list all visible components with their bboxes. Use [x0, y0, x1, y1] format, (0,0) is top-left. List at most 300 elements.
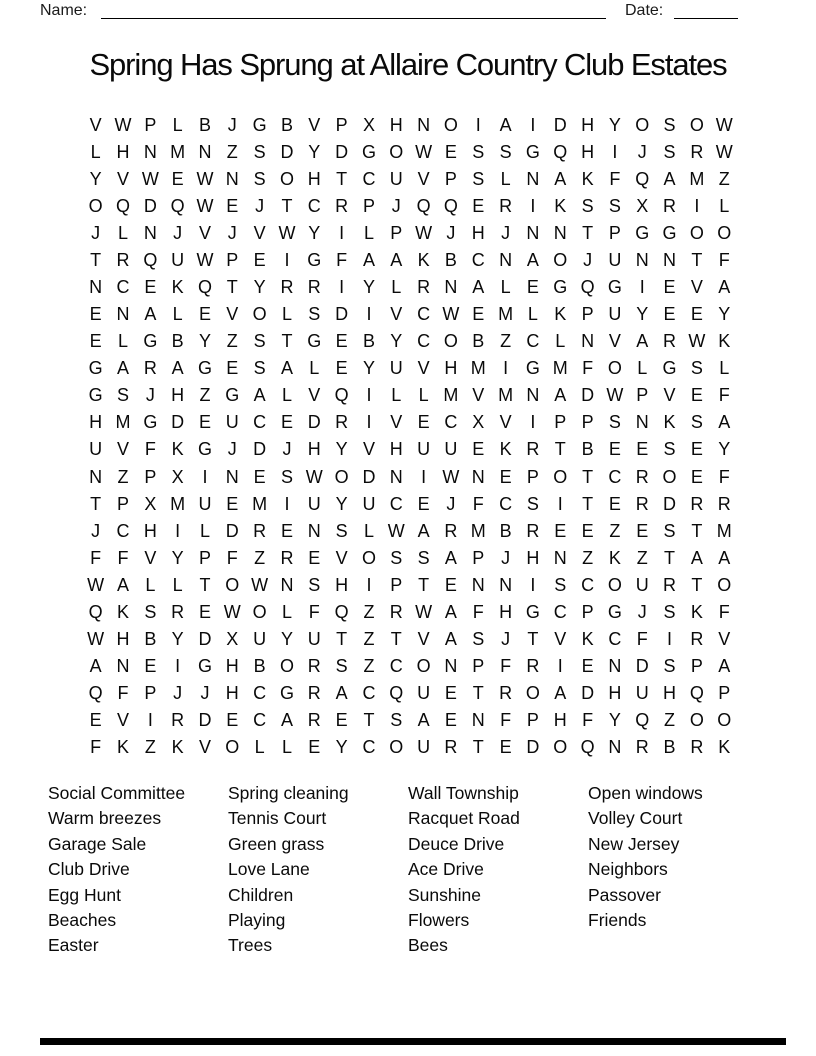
- grid-letter: G: [143, 412, 158, 433]
- grid-letter: J: [583, 249, 593, 270]
- grid-letter: K: [663, 412, 676, 433]
- word-search-grid: [82, 111, 738, 761]
- grid-letter: K: [554, 195, 567, 216]
- grid-letter: E: [499, 466, 512, 487]
- grid-letter: U: [444, 439, 458, 460]
- grid-letter: H: [116, 629, 130, 650]
- grid-letter: N: [444, 277, 458, 297]
- grid-letter: G: [279, 683, 294, 704]
- grid-letter: M: [443, 385, 459, 406]
- grid-letter: S: [116, 385, 129, 406]
- grid-letter: E: [308, 737, 321, 758]
- grid-letter: K: [718, 737, 731, 758]
- grid-letter: Y: [171, 629, 184, 650]
- grid-letter: R: [171, 710, 185, 731]
- grid-letter: E: [690, 466, 703, 487]
- grid-letter: N: [89, 277, 103, 297]
- grid-letter: T: [199, 574, 211, 595]
- grid-letter: J: [637, 141, 647, 162]
- grid-letter: U: [198, 493, 212, 514]
- grid-letter: V: [116, 710, 129, 731]
- grid-letter: Z: [500, 331, 512, 352]
- grid-letter: X: [472, 412, 485, 433]
- grid-letter: L: [637, 358, 648, 379]
- grid-letter: H: [581, 114, 595, 135]
- grid-letter: W: [196, 195, 214, 216]
- grid-letter: R: [663, 574, 677, 595]
- grid-letter: S: [335, 520, 348, 541]
- grid-letter: K: [690, 601, 703, 622]
- word-list-item: Sunshine: [408, 884, 481, 905]
- grid-letter: E: [472, 439, 485, 460]
- grid-letter: H: [444, 358, 458, 379]
- grid-letter: M: [170, 493, 186, 514]
- grid-letter: O: [361, 547, 376, 568]
- grid-letter: L: [117, 331, 128, 352]
- grid-letter: J: [200, 683, 210, 704]
- grid-letter: K: [171, 277, 184, 297]
- grid-letter: Z: [363, 656, 375, 677]
- grid-letter: Z: [664, 710, 676, 731]
- grid-letter: E: [280, 520, 293, 541]
- grid-letter: V: [417, 629, 430, 650]
- grid-letter: Q: [88, 601, 103, 622]
- grid-letter: S: [663, 141, 676, 162]
- grid-letter: O: [635, 114, 650, 135]
- grid-letter: T: [691, 520, 703, 541]
- grid-letter: D: [198, 710, 212, 731]
- grid-letter: A: [280, 710, 293, 731]
- grid-letter: D: [581, 683, 595, 704]
- grid-letter: Z: [363, 601, 375, 622]
- grid-letter: T: [281, 195, 293, 216]
- word-list-column-3: [408, 781, 520, 959]
- grid-letter: R: [335, 412, 349, 433]
- grid-letter: P: [581, 601, 594, 622]
- grid-letter: C: [581, 574, 595, 595]
- grid-letter: W: [715, 141, 733, 162]
- grid-letter: A: [444, 547, 457, 568]
- grid-letter: E: [690, 439, 703, 460]
- word-list-item: Volley Court: [588, 808, 683, 829]
- grid-letter: Y: [198, 331, 211, 352]
- grid-letter: F: [90, 547, 102, 568]
- grid-letter: P: [390, 222, 403, 243]
- grid-letter: K: [608, 547, 621, 568]
- grid-letter: Y: [280, 629, 293, 650]
- grid-letter: N: [499, 574, 513, 595]
- grid-letter: E: [198, 601, 211, 622]
- grid-letter: Y: [253, 277, 266, 297]
- word-list-item: Social Committee: [48, 783, 186, 803]
- grid-letter: H: [608, 683, 622, 704]
- grid-letter: V: [554, 629, 567, 650]
- grid-letter: J: [91, 520, 101, 541]
- grid-letter: B: [280, 114, 293, 135]
- grid-letter: D: [280, 141, 294, 162]
- grid-letter: O: [553, 249, 568, 270]
- grid-letter: P: [390, 574, 403, 595]
- grid-letter: F: [718, 249, 730, 270]
- grid-letter: C: [116, 277, 130, 297]
- grid-letter: Z: [582, 547, 594, 568]
- grid-letter: L: [719, 358, 730, 379]
- grid-letter: B: [198, 114, 211, 135]
- grid-letter: G: [197, 656, 212, 677]
- grid-letter: J: [173, 683, 183, 704]
- grid-letter: L: [90, 141, 101, 162]
- grid-letter: J: [91, 222, 101, 243]
- grid-letter: P: [636, 385, 649, 406]
- grid-letter: A: [690, 547, 703, 568]
- grid-letter: Y: [608, 710, 621, 731]
- grid-letter: K: [718, 331, 731, 352]
- grid-letter: S: [608, 412, 621, 433]
- grid-letter: O: [416, 656, 431, 677]
- grid-letter: I: [284, 249, 290, 270]
- grid-letter: B: [171, 331, 184, 352]
- grid-letter: O: [689, 710, 704, 731]
- grid-letter: Q: [334, 601, 349, 622]
- grid-letter: T: [691, 574, 703, 595]
- grid-letter: F: [90, 737, 102, 758]
- grid-letter: O: [662, 466, 677, 487]
- grid-letter: M: [470, 520, 486, 541]
- grid-letter: S: [690, 358, 703, 379]
- grid-letter: D: [362, 466, 376, 487]
- grid-letter: H: [171, 385, 185, 406]
- grid-letter: G: [662, 222, 677, 243]
- grid-letter: A: [116, 358, 129, 379]
- grid-letter: O: [88, 195, 103, 216]
- grid-letter: H: [89, 412, 103, 433]
- grid-letter: E: [198, 412, 211, 433]
- grid-letter: O: [225, 574, 240, 595]
- grid-letter: A: [554, 385, 567, 406]
- grid-letter: P: [472, 656, 485, 677]
- grid-letter: U: [362, 493, 376, 514]
- grid-letter: K: [116, 601, 129, 622]
- grid-letter: H: [143, 520, 157, 541]
- grid-letter: R: [690, 141, 704, 162]
- grid-letter: X: [144, 493, 157, 514]
- grid-letter: S: [472, 629, 485, 650]
- grid-letter: I: [202, 466, 208, 487]
- grid-letter: B: [663, 737, 676, 758]
- grid-letter: P: [718, 683, 731, 704]
- grid-letter: C: [389, 493, 403, 514]
- grid-letter: W: [196, 168, 214, 189]
- grid-letter: Y: [335, 493, 348, 514]
- grid-letter: L: [199, 520, 210, 541]
- grid-letter: R: [307, 656, 321, 677]
- grid-letter: E: [499, 737, 512, 758]
- grid-letter: I: [667, 629, 673, 650]
- grid-letter: N: [526, 385, 540, 406]
- grid-letter: S: [417, 547, 430, 568]
- grid-letter: V: [253, 222, 266, 243]
- grid-letter: T: [90, 493, 102, 514]
- grid-letter: E: [472, 195, 485, 216]
- grid-letter: W: [278, 222, 296, 243]
- word-list-item: Green grass: [228, 833, 325, 854]
- grid-letter: Y: [89, 168, 102, 189]
- word-list-item: New Jersey: [588, 833, 680, 854]
- grid-letter: I: [557, 493, 563, 514]
- grid-letter: T: [527, 629, 539, 650]
- grid-letter: V: [116, 439, 129, 460]
- grid-letter: J: [501, 222, 511, 243]
- grid-letter: M: [470, 358, 486, 379]
- grid-letter: R: [253, 520, 267, 541]
- grid-letter: J: [173, 222, 183, 243]
- grid-letter: I: [612, 141, 618, 162]
- grid-letter: K: [554, 304, 567, 325]
- grid-letter: E: [663, 304, 676, 325]
- grid-letter: Q: [635, 710, 650, 731]
- grid-letter: G: [607, 601, 622, 622]
- grid-letter: C: [362, 168, 376, 189]
- grid-letter: D: [663, 493, 677, 514]
- grid-letter: N: [608, 737, 622, 758]
- grid-letter: G: [553, 277, 568, 297]
- grid-letter: J: [391, 195, 401, 216]
- grid-letter: S: [663, 114, 676, 135]
- grid-letter: M: [252, 493, 268, 514]
- grid-letter: E: [636, 520, 649, 541]
- grid-letter: P: [581, 304, 594, 325]
- grid-letter: O: [279, 168, 294, 189]
- grid-letter: G: [197, 439, 212, 460]
- grid-letter: C: [116, 520, 130, 541]
- grid-letter: W: [415, 601, 433, 622]
- word-list-item: Trees: [228, 935, 273, 956]
- grid-letter: X: [362, 114, 375, 135]
- grid-letter: S: [253, 358, 266, 379]
- grid-letter: T: [472, 683, 484, 704]
- grid-letter: A: [663, 168, 676, 189]
- grid-letter: V: [116, 168, 129, 189]
- grid-letter: S: [663, 601, 676, 622]
- date-label: Date:: [625, 2, 664, 19]
- grid-letter: K: [499, 439, 512, 460]
- grid-letter: L: [281, 304, 292, 325]
- grid-letter: F: [718, 385, 730, 406]
- grid-letter: S: [253, 141, 266, 162]
- grid-letter: Z: [226, 141, 238, 162]
- grid-letter: P: [526, 466, 539, 487]
- grid-letter: A: [499, 114, 512, 135]
- grid-letter: S: [663, 439, 676, 460]
- grid-letter: R: [526, 439, 540, 460]
- grid-letter: P: [526, 710, 539, 731]
- grid-letter: G: [607, 277, 622, 297]
- grid-letter: N: [225, 466, 239, 487]
- grid-letter: H: [499, 601, 513, 622]
- grid-letter: B: [144, 629, 157, 650]
- grid-letter: J: [501, 547, 511, 568]
- grid-letter: C: [389, 656, 403, 677]
- grid-letter: D: [635, 656, 649, 677]
- grid-letter: I: [366, 574, 372, 595]
- grid-letter: V: [198, 737, 211, 758]
- grid-letter: W: [251, 574, 269, 595]
- grid-letter: K: [581, 629, 594, 650]
- grid-letter: M: [689, 168, 705, 189]
- grid-letter: R: [663, 195, 677, 216]
- grid-letter: E: [171, 168, 184, 189]
- grid-letter: F: [117, 683, 129, 704]
- grid-letter: O: [389, 737, 404, 758]
- word-list-item: Warm breezes: [48, 808, 162, 829]
- grid-letter: R: [171, 601, 185, 622]
- grid-letter: U: [389, 168, 403, 189]
- grid-letter: V: [198, 222, 211, 243]
- grid-letter: H: [307, 439, 321, 460]
- grid-letter: F: [718, 466, 730, 487]
- grid-letter: P: [444, 168, 457, 189]
- grid-letter: Z: [254, 547, 266, 568]
- grid-letter: X: [636, 195, 649, 216]
- grid-letter: X: [171, 466, 184, 487]
- grid-letter: A: [526, 249, 539, 270]
- grid-letter: V: [226, 304, 239, 325]
- grid-letter: R: [143, 358, 157, 379]
- grid-letter: I: [639, 277, 645, 297]
- grid-letter: U: [225, 412, 239, 433]
- grid-letter: U: [608, 304, 622, 325]
- grid-letter: P: [144, 466, 157, 487]
- grid-letter: Z: [199, 385, 211, 406]
- word-list-item: Easter: [48, 935, 99, 956]
- grid-letter: D: [225, 520, 239, 541]
- grid-letter: N: [116, 304, 130, 325]
- grid-letter: E: [226, 195, 239, 216]
- grid-letter: P: [690, 656, 703, 677]
- grid-letter: N: [581, 331, 595, 352]
- grid-letter: P: [335, 114, 348, 135]
- grid-letter: E: [335, 710, 348, 731]
- grid-letter: Q: [416, 195, 431, 216]
- grid-letter: L: [281, 601, 292, 622]
- grid-letter: W: [442, 466, 460, 487]
- grid-letter: O: [443, 114, 458, 135]
- grid-letter: U: [389, 358, 403, 379]
- grid-letter: F: [117, 547, 129, 568]
- word-list-column-4: [588, 781, 703, 933]
- grid-letter: R: [307, 277, 321, 297]
- grid-letter: R: [499, 683, 513, 704]
- grid-letter: G: [525, 141, 540, 162]
- grid-letter: O: [525, 683, 540, 704]
- grid-letter: N: [526, 168, 540, 189]
- grid-letter: R: [417, 277, 431, 297]
- grid-letter: A: [253, 385, 266, 406]
- grid-letter: R: [526, 520, 540, 541]
- grid-letter: W: [87, 629, 105, 650]
- grid-letter: R: [635, 737, 649, 758]
- grid-letter: V: [390, 412, 403, 433]
- grid-letter: C: [362, 737, 376, 758]
- grid-letter: G: [361, 141, 376, 162]
- grid-letter: R: [663, 331, 677, 352]
- grid-letter: H: [581, 141, 595, 162]
- word-list-item: Bees: [408, 935, 448, 956]
- word-list-item: Spring cleaning: [228, 783, 349, 803]
- grid-letter: C: [253, 710, 267, 731]
- grid-letter: T: [554, 439, 566, 460]
- grid-letter: K: [171, 439, 184, 460]
- grid-letter: V: [499, 412, 512, 433]
- grid-letter: L: [500, 168, 511, 189]
- grid-letter: P: [144, 683, 157, 704]
- grid-letter: A: [417, 710, 430, 731]
- grid-letter: E: [663, 277, 676, 297]
- grid-letter: I: [421, 466, 427, 487]
- grid-letter: A: [362, 249, 375, 270]
- word-list-item: Egg Hunt: [48, 884, 121, 905]
- word-list-item: Friends: [588, 910, 647, 931]
- grid-letter: L: [527, 304, 538, 325]
- grid-letter: E: [608, 439, 621, 460]
- grid-letter: D: [335, 304, 349, 325]
- grid-letter: K: [581, 168, 594, 189]
- grid-letter: L: [309, 358, 320, 379]
- grid-letter: J: [255, 195, 265, 216]
- grid-letter: O: [252, 304, 267, 325]
- grid-letter: Y: [608, 114, 621, 135]
- grid-letter: S: [390, 547, 403, 568]
- date-fill-in-line: [674, 18, 738, 19]
- grid-letter: I: [339, 222, 345, 243]
- grid-letter: O: [607, 574, 622, 595]
- grid-letter: Z: [117, 466, 129, 487]
- grid-letter: V: [362, 439, 375, 460]
- grid-letter: H: [335, 574, 349, 595]
- grid-letter: B: [362, 331, 375, 352]
- grid-letter: D: [335, 141, 349, 162]
- grid-letter: T: [582, 222, 594, 243]
- grid-letter: N: [143, 222, 157, 243]
- word-list-item: Playing: [228, 910, 286, 931]
- grid-letter: W: [141, 168, 159, 189]
- grid-letter: R: [307, 683, 321, 704]
- grid-letter: A: [718, 277, 731, 297]
- grid-letter: Y: [362, 358, 375, 379]
- grid-letter: S: [308, 304, 321, 325]
- grid-letter: G: [307, 249, 322, 270]
- grid-letter: S: [663, 520, 676, 541]
- grid-letter: T: [472, 737, 484, 758]
- grid-letter: U: [417, 439, 431, 460]
- grid-letter: N: [553, 222, 567, 243]
- grid-letter: P: [554, 412, 567, 433]
- grid-letter: H: [389, 114, 403, 135]
- grid-letter: R: [335, 195, 349, 216]
- grid-letter: L: [500, 277, 511, 297]
- grid-letter: A: [280, 358, 293, 379]
- grid-letter: J: [501, 629, 511, 650]
- grid-letter: N: [225, 168, 239, 189]
- grid-letter: E: [417, 493, 430, 514]
- grid-letter: V: [417, 168, 430, 189]
- grid-letter: G: [525, 358, 540, 379]
- grid-letter: E: [226, 710, 239, 731]
- grid-letter: A: [554, 168, 567, 189]
- grid-letter: J: [145, 385, 155, 406]
- grid-letter: S: [253, 168, 266, 189]
- grid-letter: C: [608, 629, 622, 650]
